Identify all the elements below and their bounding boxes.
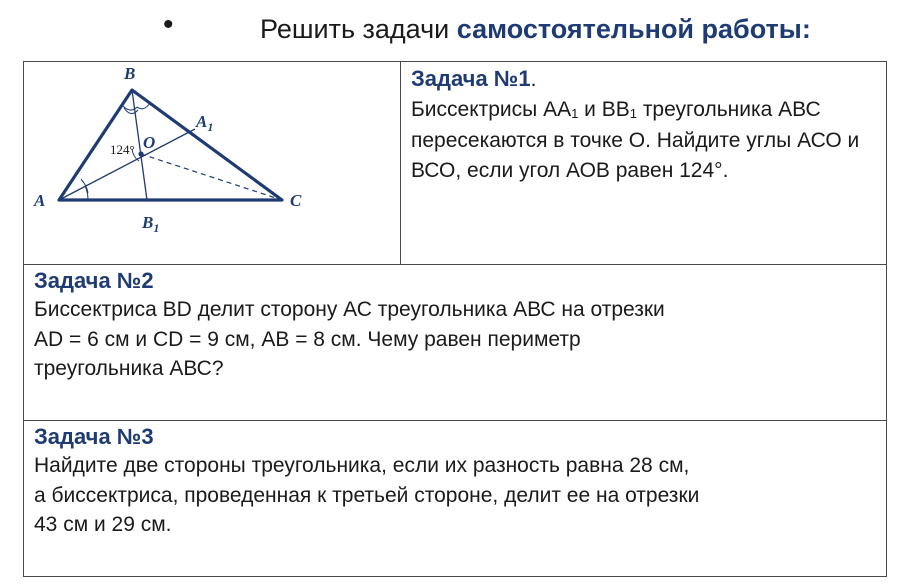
angle-arc-b-right xyxy=(137,103,150,109)
task1-title: Задача №1 xyxy=(411,66,531,91)
task1-cell xyxy=(400,61,887,265)
label-c: C xyxy=(290,191,302,210)
bullet-marker: • xyxy=(163,8,174,41)
label-a1: $A_1$ xyxy=(196,112,214,134)
task2-title: Задача №2 xyxy=(34,268,154,293)
tasks-table xyxy=(23,61,887,577)
task3-cell xyxy=(23,420,887,577)
heading-accent: самостоятельной работы: xyxy=(456,14,811,44)
page-heading xyxy=(0,6,906,46)
task1-content xyxy=(411,64,878,185)
task2-cell xyxy=(23,264,887,421)
task1-heading xyxy=(411,64,878,95)
point-o xyxy=(138,151,143,156)
task3-body: Найдите две стороны треугольника, если их разность равна 28 см, а биссектриса, проведенная к третьей стороне, делит ее на отрезки 43 см и 29 см. xyxy=(34,454,700,536)
angle-label-124: 124° xyxy=(110,142,135,157)
segment-oc xyxy=(141,154,282,200)
label-o: O xyxy=(143,133,156,152)
task2-content xyxy=(34,266,878,384)
triangle-figure xyxy=(24,62,400,264)
triangle-abc xyxy=(59,90,282,200)
label-b1: $B_1$ xyxy=(142,213,160,235)
heading-plain: Решить задачи xyxy=(260,14,457,44)
task1-title-dot: . xyxy=(530,68,537,91)
figure-cell xyxy=(23,61,401,265)
label-a: A xyxy=(34,191,46,210)
task2-body: Биссектриса BD делит сторону АС треугольника АВС на отрезки AD = 6 см и CD = 9 см, АВ = 8 см. Чему равен периметр треугольника АВС? xyxy=(34,298,665,380)
task1-body: Биссектрисы АА1 и ВВ1 треугольника АВС пересекаются в точке О. Найдите углы АСО и ВСО, если угол АОВ равен 124°. xyxy=(411,97,860,182)
bisector-aa1 xyxy=(59,129,195,200)
heading-text xyxy=(260,14,811,44)
label-b: B xyxy=(124,64,136,83)
task3-title: Задача №3 xyxy=(34,424,154,449)
task1-sub-2: 1 xyxy=(629,105,637,121)
task3-content xyxy=(34,422,878,540)
task1-sub-1: 1 xyxy=(571,105,579,121)
